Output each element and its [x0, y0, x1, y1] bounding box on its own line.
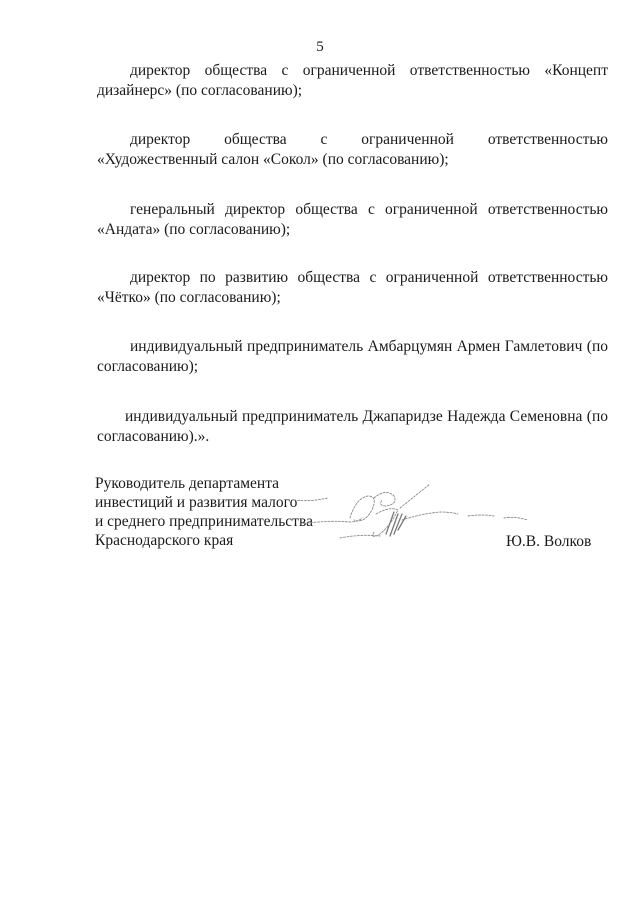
paragraph-director-art-salon-sokol: директор общества с ограниченной ответственностью «Художественный салон «Сокол» (по согласованию); [97, 131, 608, 168]
paragraph-entrepreneur-japaridze: индивидуальный предприниматель Джапаридзе Надежда Семеновна (по согласованию).». [97, 408, 608, 445]
paragraph-entrepreneur-ambartsumyan: индивидуальный предприниматель Амбарцумян Армен Гамлетович (по согласованию); [97, 338, 608, 375]
signer-title-line-1: Руководитель департамента [95, 475, 280, 492]
signer-title-line-2: инвестиций и развития малого [95, 494, 298, 511]
paragraph-general-director-andata: генеральный директор общества с ограниченной ответственностью «Андата» (по согласованию); [97, 201, 608, 238]
handwritten-signature-icon [290, 478, 530, 558]
page-number: 5 [316, 39, 324, 55]
paragraph-director-koncept-designers: директор общества с ограниченной ответственностью «Концепт дизайнерс» (по согласованию); [97, 62, 608, 99]
signer-name: Ю.В. Волков [506, 533, 592, 550]
signer-title-line-4: Краснодарского края [95, 532, 234, 549]
paragraph-development-director-chetko: директор по развитию общества с ограниченной ответственностью «Чётко» (по согласованию); [97, 269, 608, 306]
signature-block [95, 474, 313, 550]
signer-title-line-3: и среднего предпринимательства [95, 513, 313, 530]
